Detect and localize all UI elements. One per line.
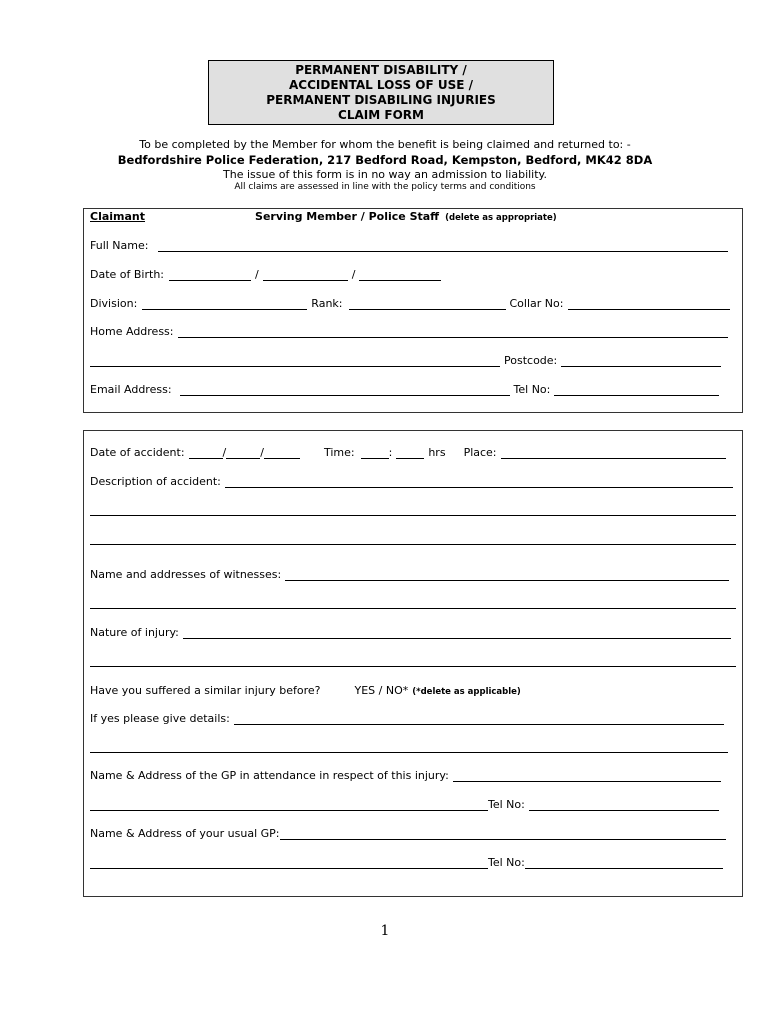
collar-label: Collar No:: [509, 297, 564, 310]
accident-date-slash-1: /: [222, 446, 227, 459]
details-row: [90, 712, 724, 725]
address-postcode-row: [90, 354, 721, 367]
description-row: [90, 475, 733, 488]
yes-no-note: (*delete as applicable): [412, 687, 521, 697]
injury-line-2[interactable]: [90, 655, 736, 667]
full-name-field[interactable]: [158, 240, 728, 252]
time-minutes-field[interactable]: [396, 447, 424, 459]
dob-slash-2: /: [351, 268, 356, 281]
time-hours-field[interactable]: [361, 447, 389, 459]
usual-gp-tel-row: [90, 856, 723, 869]
gp-attendance-label: Name & Address of the GP in attendance in respect of this injury:: [90, 769, 449, 782]
dob-month-field[interactable]: [263, 269, 348, 281]
intro-instruction: To be completed by the Member for whom the benefit is being claimed and returned to: -: [139, 138, 631, 151]
title-line-2: ACCIDENTAL LOSS OF USE /: [289, 77, 473, 92]
usual-gp-label: Name & Address of your usual GP:: [90, 827, 280, 840]
rank-field[interactable]: [349, 298, 506, 310]
similar-injury-question: Have you suffered a similar injury before?: [90, 684, 321, 697]
witnesses-label: Name and addresses of witnesses:: [90, 568, 282, 581]
description-line-2[interactable]: [90, 504, 736, 516]
usual-gp-field[interactable]: [280, 828, 726, 840]
full-name-label: Full Name:: [90, 239, 149, 252]
division-row: [90, 297, 730, 310]
details-field[interactable]: [234, 713, 724, 725]
gp-attendance-tel-label: Tel No:: [488, 798, 525, 811]
email-field[interactable]: [180, 384, 510, 396]
serving-member-option[interactable]: Serving Member / Police Staff: [255, 210, 440, 223]
collar-field[interactable]: [568, 298, 730, 310]
dob-label: Date of Birth:: [90, 268, 165, 281]
claimant-header-row: [90, 210, 557, 223]
place-label: Place:: [463, 446, 497, 459]
policy-note: All claims are assessed in line with the policy terms and conditions: [234, 182, 536, 192]
details-line-2[interactable]: [90, 741, 728, 753]
witnesses-line-2-row: [90, 597, 736, 609]
liability-note: The issue of this form is in no way an admission to liability.: [223, 168, 547, 181]
return-address: Bedfordshire Police Federation, 217 Bedford Road, Kempston, Bedford, MK42 8DA: [117, 153, 653, 167]
time-label: Time:: [323, 446, 355, 459]
usual-gp-tel-field[interactable]: [525, 857, 723, 869]
dob-day-field[interactable]: [169, 269, 251, 281]
accident-datetime-row: [90, 446, 726, 459]
home-address-field[interactable]: [178, 326, 728, 338]
injury-line-2-row: [90, 655, 736, 667]
dob-row: [90, 268, 441, 281]
gp-attendance-row: [90, 769, 721, 782]
accident-year-field[interactable]: [264, 447, 300, 459]
postcode-label: Postcode:: [504, 354, 558, 367]
injury-field[interactable]: [183, 627, 731, 639]
witnesses-line-2[interactable]: [90, 597, 736, 609]
form-title-box: [208, 60, 554, 125]
postcode-field[interactable]: [561, 355, 721, 367]
usual-gp-tel-label: Tel No:: [488, 856, 525, 869]
accident-day-field[interactable]: [189, 447, 223, 459]
witnesses-row: [90, 568, 729, 581]
title-line-3: PERMANENT DISABILING INJURIES: [266, 92, 496, 107]
claimant-heading: Claimant: [90, 210, 146, 223]
home-address-label: Home Address:: [90, 325, 174, 338]
details-line-2-row: [90, 741, 728, 753]
accident-date-label: Date of accident:: [90, 446, 185, 459]
gp-attendance-tel-field[interactable]: [529, 799, 719, 811]
description-line-3-row: [90, 533, 736, 545]
tel-field[interactable]: [554, 384, 719, 396]
email-row: [90, 383, 719, 396]
full-name-row: [90, 239, 728, 252]
place-field[interactable]: [501, 447, 726, 459]
witnesses-field[interactable]: [285, 569, 729, 581]
details-label: If yes please give details:: [90, 712, 230, 725]
injury-row: [90, 626, 731, 639]
accident-date-slash-2: /: [260, 446, 264, 459]
division-field[interactable]: [142, 298, 307, 310]
injury-label: Nature of injury:: [90, 626, 179, 639]
accident-month-field[interactable]: [226, 447, 260, 459]
gp-attendance-tel-row: [90, 798, 719, 811]
similar-injury-row: [90, 684, 521, 697]
description-label: Description of accident:: [90, 475, 221, 488]
division-label: Division:: [90, 297, 138, 310]
home-address-row: [90, 325, 728, 338]
gp-attendance-address-line-2[interactable]: [90, 799, 488, 811]
usual-gp-address-line-2[interactable]: [90, 857, 488, 869]
yes-no-option[interactable]: YES / NO*: [354, 684, 409, 697]
delete-note: (delete as appropriate): [445, 213, 557, 223]
dob-year-field[interactable]: [359, 269, 441, 281]
title-line-4: CLAIM FORM: [338, 107, 424, 122]
hrs-label: hrs: [428, 446, 446, 459]
home-address-line-2[interactable]: [90, 355, 500, 367]
gp-attendance-field[interactable]: [453, 770, 721, 782]
rank-label: Rank:: [311, 297, 343, 310]
tel-label: Tel No:: [513, 383, 551, 396]
title-line-1: PERMANENT DISABILITY /: [295, 62, 467, 77]
email-label: Email Address:: [90, 383, 172, 396]
time-colon: :: [388, 446, 393, 459]
description-line-3[interactable]: [90, 533, 736, 545]
usual-gp-row: [90, 827, 726, 840]
description-field[interactable]: [225, 476, 733, 488]
page-number: 1: [380, 923, 390, 939]
dob-slash-1: /: [255, 268, 259, 281]
description-line-2-row: [90, 504, 736, 516]
